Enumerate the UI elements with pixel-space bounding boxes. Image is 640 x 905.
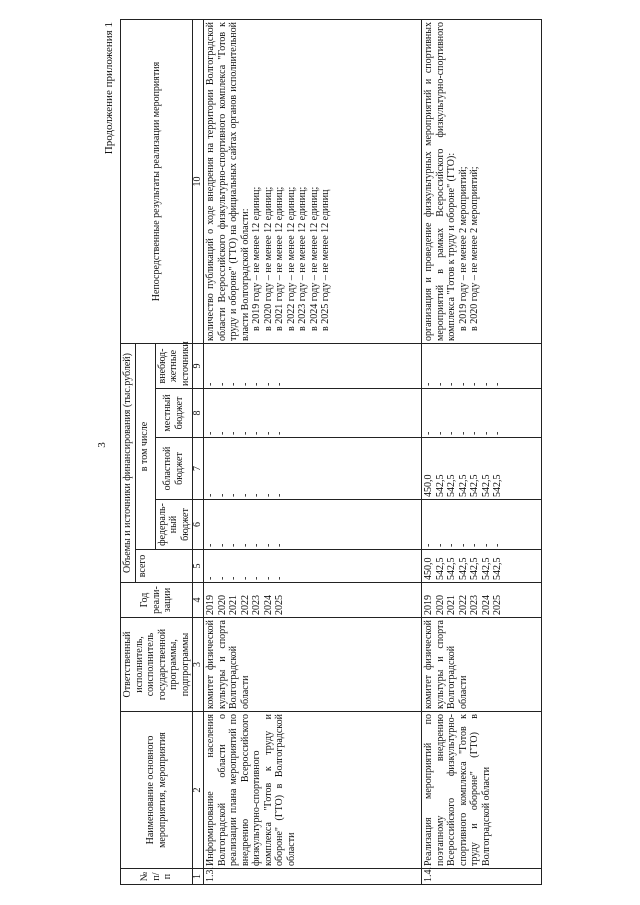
- regional-budget-value: -: [274, 493, 285, 497]
- result-line: в 2021 году – не менее 12 единиц;: [274, 186, 285, 331]
- extra-budget: [422, 344, 542, 389]
- year-value: 2022: [239, 595, 251, 615]
- responsible-executor: комитет физической культуры и спорта Волгоградской области: [422, 618, 542, 712]
- extra-budget-value: -: [469, 382, 480, 386]
- extra-budget-value: -: [492, 382, 503, 386]
- result-line: в 2020 году – не менее 12 единиц;: [262, 186, 274, 331]
- header-federal: федераль-ный бюджет: [155, 500, 193, 550]
- result-line: в 2019 году – не менее 2 мероприятий;: [457, 166, 469, 331]
- total-funding-value: 542,5: [446, 557, 457, 580]
- colnum-7: 7: [193, 438, 204, 500]
- row-number: 1.4.: [422, 869, 542, 885]
- result-line: в 2019 году – не менее 12 единиц;: [251, 186, 262, 331]
- federal-budget: [422, 500, 542, 550]
- header-result: Непосредственные результаты реализации мероприятия: [121, 20, 193, 344]
- extra-budget-value: -: [216, 382, 228, 386]
- total-funding-value: -: [216, 576, 228, 580]
- total-funding: [422, 550, 542, 583]
- total-funding-value: 542,5: [434, 557, 446, 580]
- total-funding-value: 542,5: [469, 557, 480, 580]
- result-line: в 2023 году – не менее 12 единиц;: [297, 186, 308, 331]
- extra-budget-value: -: [228, 382, 239, 386]
- local-budget-value: -: [434, 431, 446, 435]
- regional-budget-value: -: [251, 493, 262, 497]
- result-text: [422, 20, 542, 344]
- total-funding-value: 542,5: [480, 557, 492, 580]
- header-total: всего: [135, 550, 193, 583]
- federal-budget-value: -: [262, 543, 274, 547]
- year-value: 2019: [205, 595, 216, 615]
- total-funding-value: 450,0: [423, 557, 434, 580]
- colnum-9: 9: [193, 344, 204, 389]
- federal-budget: [204, 500, 422, 550]
- header-num: № п/п: [121, 869, 193, 885]
- colnum-3: 3: [193, 618, 204, 712]
- header-including: в том числе: [135, 344, 155, 550]
- extra-budget-value: -: [434, 382, 446, 386]
- year: [422, 583, 542, 618]
- colnum-5: 5: [193, 550, 204, 583]
- year-value: 2023: [469, 595, 480, 615]
- colnum-8: 8: [193, 389, 204, 438]
- year-value: 2019: [423, 595, 434, 615]
- regional-budget-value: 450,0: [423, 474, 434, 497]
- federal-budget-value: -: [216, 543, 228, 547]
- colnum-2: 2: [193, 712, 204, 869]
- header-year: Год реали-зации: [121, 583, 193, 618]
- extra-budget-value: -: [274, 382, 285, 386]
- result-line: количество публикаций о ходе внедрения на территории Волгоградской области Всероссийского физкультурно-спортивного комплекса "Готов к труду и обороне" (ГТО) на официальных сайтах органов исполнительной власти Волгоградской области:: [205, 22, 251, 341]
- regional-budget-value: 542,5: [480, 474, 492, 497]
- federal-budget-value: -: [492, 543, 503, 547]
- result-text: [204, 20, 422, 344]
- result-line: в 2020 году – не менее 2 мероприятий;: [469, 166, 480, 331]
- regional-budget-value: 542,5: [446, 474, 457, 497]
- result-line: организация и проведение физкультурных мероприятий и спортивных мероприятий в рамках Всероссийского физкультурно-спортивного комплекса "Готов к труду и обороне" (ГТО):: [423, 22, 457, 341]
- result-line: в 2024 году – не менее 12 единиц;: [308, 186, 320, 331]
- year-value: 2025: [274, 595, 285, 615]
- total-funding-value: -: [251, 576, 262, 580]
- header-executor: Ответственный исполнитель, соисполнитель государственной программы, подпрограммы: [121, 618, 193, 712]
- table-row: [422, 20, 542, 885]
- local-budget-value: -: [251, 431, 262, 435]
- year: [204, 583, 422, 618]
- header-local: местный бюджет: [155, 389, 193, 438]
- local-budget-value: -: [205, 431, 216, 435]
- local-budget-value: -: [480, 431, 492, 435]
- extra-budget-value: -: [251, 382, 262, 386]
- extra-budget-value: -: [446, 382, 457, 386]
- year-value: 2022: [457, 595, 469, 615]
- result-line: в 2025 году – не менее 12 единиц: [320, 189, 331, 331]
- program-table: [120, 19, 542, 885]
- federal-budget-value: -: [205, 543, 216, 547]
- federal-budget-value: -: [434, 543, 446, 547]
- year-value: 2020: [216, 595, 228, 615]
- responsible-executor: комитет физической культуры и спорта Волгоградской области: [204, 618, 422, 712]
- total-funding-value: -: [205, 576, 216, 580]
- local-budget-value: -: [274, 431, 285, 435]
- regional-budget-value: 542,5: [457, 474, 469, 497]
- year-value: 2020: [434, 595, 446, 615]
- year-value: 2025: [492, 595, 503, 615]
- colnum-1: 1: [193, 869, 204, 885]
- year-value: 2024: [480, 595, 492, 615]
- header-extra: внебюд-жетные источники: [155, 344, 193, 389]
- federal-budget-value: -: [274, 543, 285, 547]
- page-number: 3: [96, 442, 108, 448]
- total-funding-value: -: [239, 576, 251, 580]
- federal-budget-value: -: [457, 543, 469, 547]
- activity-name: Реализация мероприятий по поэтапному внедрению Всероссийского физкультурно-спортивного комплекса "Готов к труду и обороне" (ГТО) в Волгоградской области: [422, 712, 542, 869]
- local-budget-value: -: [457, 431, 469, 435]
- header-funding: Объемы и источники финансирования (тыс.рублей): [121, 344, 136, 583]
- row-number: 1.3.: [204, 869, 422, 885]
- result-line: в 2022 году – не менее 12 единиц;: [285, 186, 297, 331]
- activity-name: Информирование населения Волгоградской области о реализации плана мероприятий по внедрению Всероссийского физкультурно-спортивного комплекса "Готов к труду и обороне" (ГТО) в Волгоградской области: [204, 712, 422, 869]
- total-funding-value: 542,5: [457, 557, 469, 580]
- total-funding-value: -: [228, 576, 239, 580]
- table-row: [204, 20, 422, 885]
- local-budget-value: -: [446, 431, 457, 435]
- local-budget-value: -: [492, 431, 503, 435]
- header-regional: областной бюджет: [155, 438, 193, 500]
- federal-budget-value: -: [480, 543, 492, 547]
- total-funding-value: -: [274, 576, 285, 580]
- regional-budget-value: 542,5: [492, 474, 503, 497]
- extra-budget-value: -: [423, 382, 434, 386]
- local-budget-value: -: [423, 431, 434, 435]
- regional-budget-value: 542,5: [434, 474, 446, 497]
- local-budget-value: -: [228, 431, 239, 435]
- regional-budget-value: -: [228, 493, 239, 497]
- extra-budget-value: -: [239, 382, 251, 386]
- regional-budget-value: -: [239, 493, 251, 497]
- regional-budget-value: -: [216, 493, 228, 497]
- local-budget-value: -: [239, 431, 251, 435]
- column-numbers-row: [193, 20, 204, 885]
- continuation-note: Продолжение приложения 1: [103, 22, 115, 155]
- federal-budget-value: -: [228, 543, 239, 547]
- extra-budget-value: -: [262, 382, 274, 386]
- regional-budget-value: 542,5: [469, 474, 480, 497]
- local-budget-value: -: [262, 431, 274, 435]
- year-value: 2021: [446, 595, 457, 615]
- colnum-10: 10: [193, 20, 204, 344]
- extra-budget-value: -: [480, 382, 492, 386]
- total-funding: [204, 550, 422, 583]
- regional-budget-value: -: [205, 493, 216, 497]
- federal-budget-value: -: [446, 543, 457, 547]
- federal-budget-value: -: [423, 543, 434, 547]
- extra-budget: [204, 344, 422, 389]
- federal-budget-value: -: [239, 543, 251, 547]
- regional-budget: [204, 438, 422, 500]
- local-budget: [422, 389, 542, 438]
- header-name: Наименование основного мероприятия, мероприятия: [121, 712, 193, 869]
- year-value: 2024: [262, 595, 274, 615]
- regional-budget-value: -: [262, 493, 274, 497]
- colnum-6: 6: [193, 500, 204, 550]
- local-budget-value: -: [216, 431, 228, 435]
- rotated-sheet: [96, 0, 640, 905]
- year-value: 2023: [251, 595, 262, 615]
- local-budget-value: -: [469, 431, 480, 435]
- local-budget: [204, 389, 422, 438]
- table-body: [204, 20, 542, 885]
- regional-budget: [422, 438, 542, 500]
- colnum-4: 4: [193, 583, 204, 618]
- total-funding-value: 542,5: [492, 557, 503, 580]
- federal-budget-value: -: [251, 543, 262, 547]
- total-funding-value: -: [262, 576, 274, 580]
- header-row-1: [121, 20, 136, 885]
- extra-budget-value: -: [457, 382, 469, 386]
- federal-budget-value: -: [469, 543, 480, 547]
- year-value: 2021: [228, 595, 239, 615]
- extra-budget-value: -: [205, 382, 216, 386]
